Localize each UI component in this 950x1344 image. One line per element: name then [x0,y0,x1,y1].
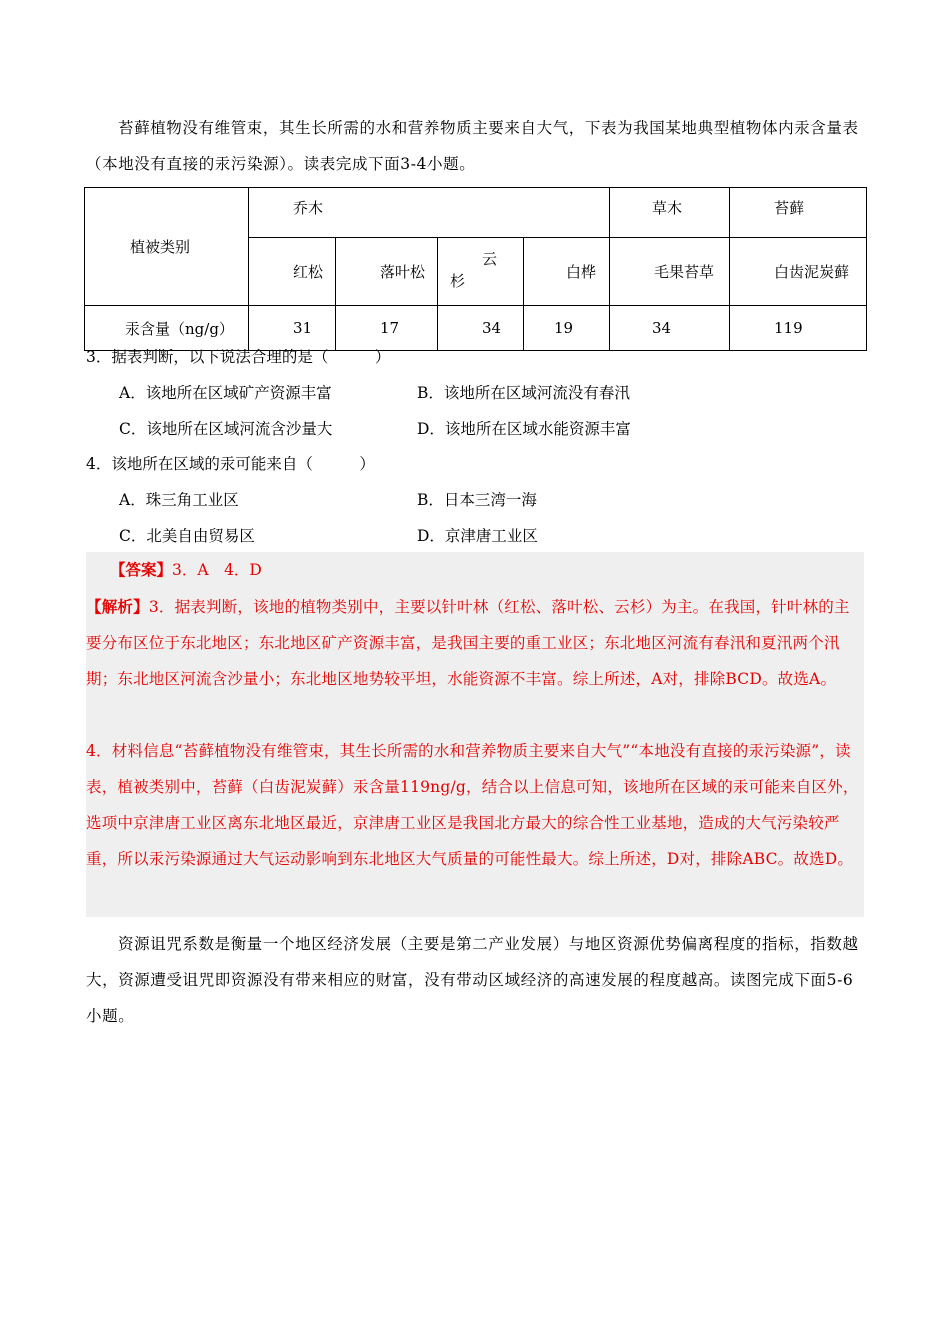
table-value-carex: 34 [610,306,730,351]
table-value-spruce: 34 [438,306,524,351]
intro-paragraph-resource-curse: 资源诅咒系数是衡量一个地区经济发展（主要是第二产业发展）与地区资源优势偏离程度的指标，指数越大，资源遭受诅咒即资源没有带来相应的财富，没有带动区域经济的高速发展的程度越高。读图完成下面5-6小题。 [86,935,859,1025]
table-species-korean-pine: 红松 [249,238,336,306]
question-3-option-b: B．该地所在区域河流没有春汛 [417,384,630,402]
question-4-option-d: D．京津唐工业区 [417,527,538,545]
table-value-larch: 17 [336,306,438,351]
answer-analysis-box [86,552,864,917]
mercury-content-table [84,187,867,351]
table-species-spruce-part2: 杉 [450,272,466,290]
table-value-birch: 19 [524,306,610,351]
question-3-option-d: D．该地所在区域水能资源丰富 [417,420,631,438]
table-species-birch: 白桦 [524,238,610,306]
analysis-question-4: 4．材料信息“苔藓植物没有维管束，其生长所需的水和营养物质主要来自大气”“本地没有直接的汞污染源”，读表，植被类别中，苔藓（白齿泥炭藓）汞含量119ng/g，结合以上信息可知，该地所在区域的汞可能来自区外，选项中京津唐工业区离东北地区最近，京津唐工业区是我国北方最大的综合性工业基地，造成的大气污染较严重，所以汞污染源通过大气运动影响到东北地区大气质量的可能性最大。综上所述，D对，排除ABC。故选D。 [86,742,859,868]
answer-text: 3．A 4．D [172,561,262,579]
table-header-mercury-content: 汞含量（ng/g） [85,306,249,351]
table-group-moss: 苔藓 [730,188,867,238]
answer-line [110,558,262,580]
table-group-herb: 草木 [610,188,730,238]
question-3-option-a: A．该地所在区域矿产资源丰富 [119,384,332,402]
table-species-larch: 落叶松 [336,238,438,306]
table-species-spruce [438,238,524,306]
analysis-3-text: 3．据表判断，该地的植物类别中，主要以针叶林（红松、落叶松、云杉）为主。在我国，针叶林的主要分布区位于东北地区；东北地区矿产资源丰富，是我国主要的重工业区；东北地区河流有春汛和夏汛两个汛期；东北地区河流含沙量小；东北地区地势较平坦，水能资源不丰富。综上所述，A对，排除BCD。故选A。 [86,598,850,688]
table-header-vegetation-type: 植被类别 [85,188,249,306]
table-group-arbor: 乔木 [249,188,610,238]
table-value-sphagnum: 119 [730,306,867,351]
answer-tag: 【答案】 [110,560,173,579]
analysis-question-3 [86,589,864,697]
table-species-spruce-part1: 云 [482,250,498,268]
table-species-carex: 毛果苔草 [610,238,730,306]
question-4-option-a: A．珠三角工业区 [119,491,239,509]
analysis-tag: 【解析】 [86,597,149,616]
question-3-option-c: C．该地所在区域河流含沙量大 [119,420,333,438]
table-species-sphagnum: 白齿泥炭藓 [730,238,867,306]
question-4-stem: 4．该地所在区域的汞可能来自（ ） [86,455,375,473]
question-3-stem: 3．据表判断，以下说法合理的是（ ） [86,348,391,366]
table-value-korean-pine: 31 [249,306,336,351]
intro-paragraph-mercury: 苔藓植物没有维管束，其生长所需的水和营养物质主要来自大气，下表为我国某地典型植物体内汞含量表（本地没有直接的汞污染源）。读表完成下面3-4小题。 [86,119,859,173]
question-4-option-b: B．日本三湾一海 [417,491,537,509]
question-4-option-c: C．北美自由贸易区 [119,527,255,545]
